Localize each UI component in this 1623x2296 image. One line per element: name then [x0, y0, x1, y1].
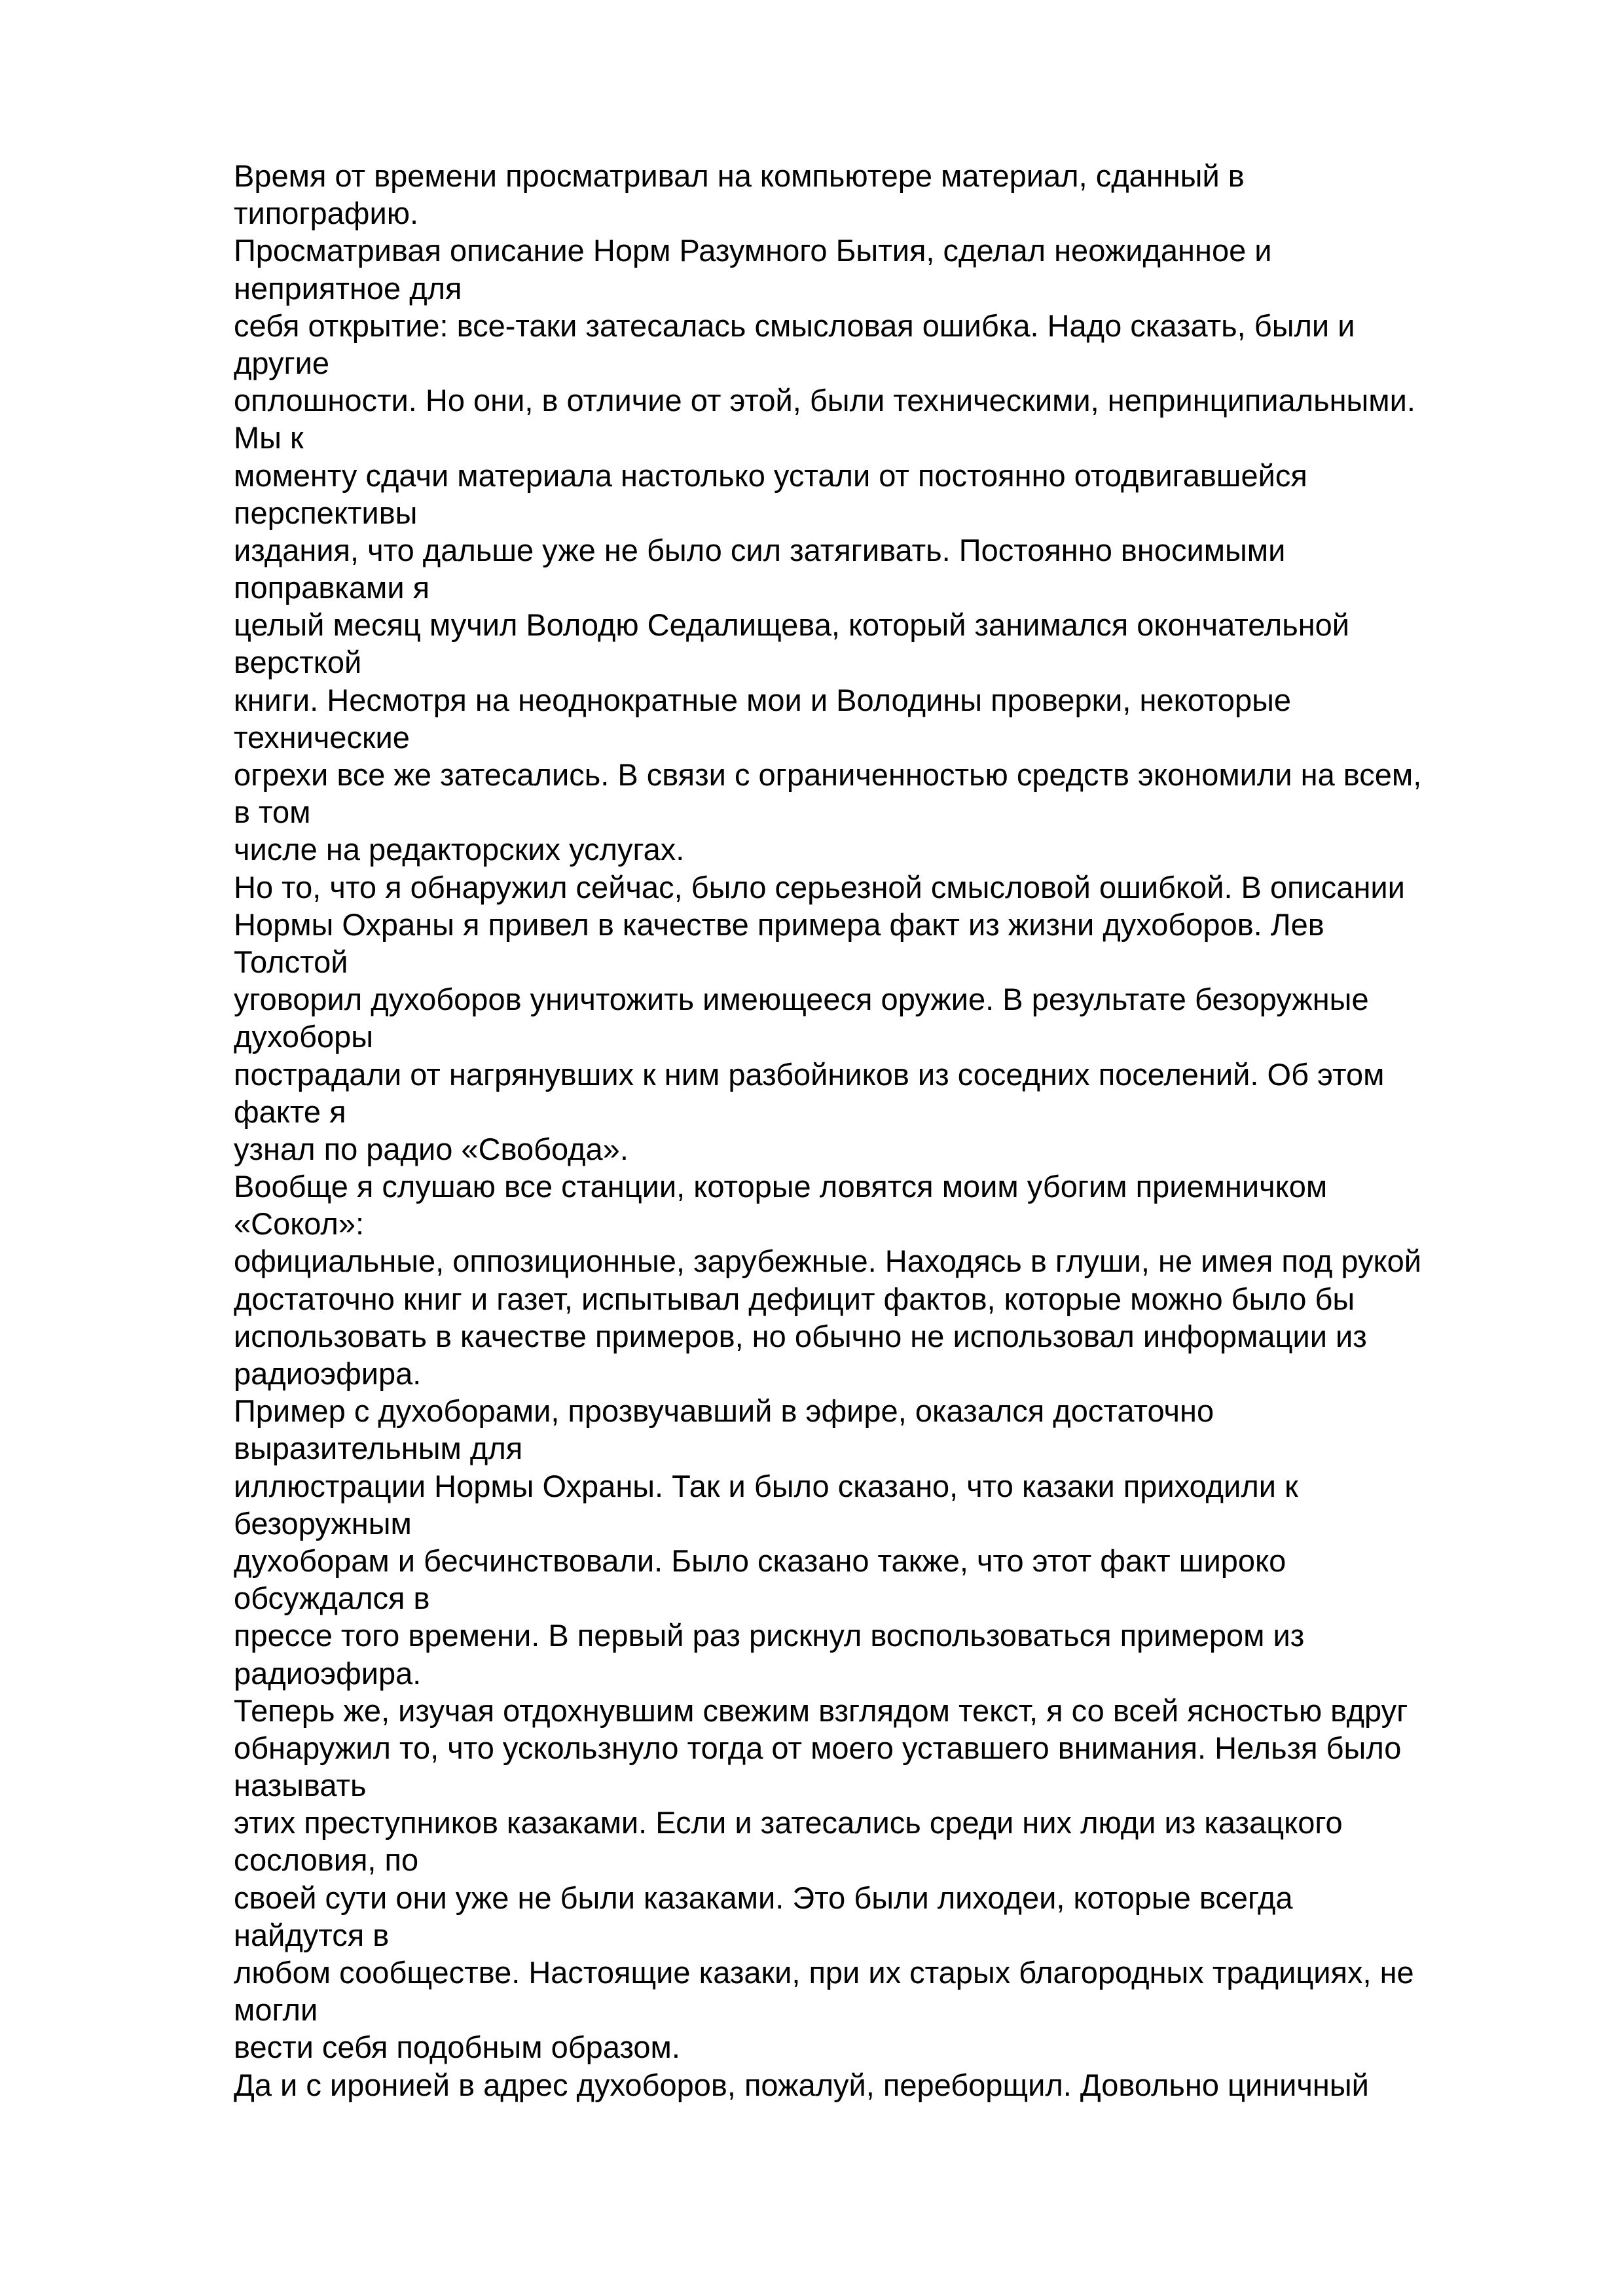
- text-line: типографию.: [234, 196, 419, 231]
- text-line: Мы к: [234, 420, 304, 456]
- text-line: другие: [234, 345, 330, 380]
- text-line: духоборам и бесчинствовали. Было сказано также, что этот факт широко: [234, 1543, 1286, 1578]
- text-line: выразительным для: [234, 1431, 523, 1466]
- text-line: версткой: [234, 645, 362, 680]
- text-line: радиоэфира.: [234, 1356, 422, 1391]
- text-line: перспективы: [234, 495, 418, 530]
- text-line: факте я: [234, 1094, 346, 1129]
- text-line: официальные, оппозиционные, зарубежные. Находясь в глуши, не имея под рукой: [234, 1244, 1421, 1279]
- text-line: обсуждался в: [234, 1581, 430, 1616]
- text-line: Но то, что я обнаружил сейчас, было серьезной смысловой ошибкой. В описании: [234, 869, 1405, 905]
- text-line: могли: [234, 1992, 318, 2028]
- text-line: достаточно книг и газет, испытывал дефицит фактов, которые можно было бы: [234, 1281, 1355, 1316]
- text-line: найдутся в: [234, 1917, 390, 1952]
- text-line: технические: [234, 719, 410, 755]
- text-line: оплошности. Но они, в отличие от этой, были техническими, непринципиальными.: [234, 383, 1415, 418]
- text-line: узнал по радио «Свобода».: [234, 1131, 629, 1166]
- text-line: называть: [234, 1768, 367, 1803]
- text-line: целый месяц мучил Володю Седалищева, который занимался окончательной: [234, 607, 1350, 643]
- text-line: Теперь же, изучая отдохнувшим свежим взглядом текст, я со всей ясностью вдруг: [234, 1693, 1408, 1728]
- text-line: Толстой: [234, 944, 348, 979]
- text-line: использовать в качестве примеров, но обычно не использовал информации из: [234, 1318, 1367, 1354]
- text-line: духоборы: [234, 1019, 374, 1054]
- text-line: огрехи все же затесались. В связи с ограниченностью средств экономили на всем,: [234, 757, 1422, 792]
- text-line: неприятное для: [234, 270, 462, 306]
- text-line: вести себя подобным образом.: [234, 2030, 680, 2065]
- text-line: «Сокол»:: [234, 1206, 365, 1242]
- text-line: поправками я: [234, 570, 430, 605]
- text-line: числе на редакторских услугах.: [234, 832, 685, 867]
- text-line: Вообще я слушаю все станции, которые ловятся моим убогим приемничком: [234, 1169, 1328, 1204]
- text-line: Просматривая описание Норм Разумного Бытия, сделал неожиданное и: [234, 233, 1272, 268]
- text-line: моменту сдачи материала настолько устали от постоянно отодвигавшейся: [234, 457, 1307, 493]
- text-line: издания, что дальше уже не было сил затягивать. Постоянно вносимыми: [234, 532, 1286, 567]
- text-line: книги. Несмотря на неоднократные мои и Володины проверки, некоторые: [234, 682, 1292, 717]
- text-line: этих преступников казаками. Если и затесались среди них люди из казацкого: [234, 1805, 1343, 1840]
- text-line: себя открытие: все-таки затесалась смысловая ошибка. Надо сказать, были и: [234, 308, 1355, 343]
- text-line: иллюстрации Нормы Охраны. Так и было сказано, что казаки приходили к: [234, 1468, 1298, 1503]
- text-line: Да и с иронией в адрес духоборов, пожалуй, переборщил. Довольно циничный: [234, 2067, 1369, 2102]
- text-line: пострадали от нагрянувших к ним разбойников из соседних поселений. Об этом: [234, 1056, 1385, 1092]
- text-line: сословия, по: [234, 1842, 419, 1878]
- text-line: безоружным: [234, 1505, 412, 1541]
- text-line: Время от времени просматривал на компьютере материал, сданный в: [234, 158, 1245, 193]
- text-line: радиоэфира.: [234, 1655, 422, 1691]
- text-line: Пример с духоборами, прозвучавший в эфире, оказался достаточно: [234, 1393, 1214, 1429]
- text-line: любом сообществе. Настоящие казаки, при их старых благородных традициях, не: [234, 1955, 1414, 1990]
- text-line: прессе того времени. В первый раз рискнул воспользоваться примером из: [234, 1618, 1305, 1653]
- text-line: в том: [234, 795, 311, 830]
- text-line: своей сути они уже не были казаками. Это были лиходеи, которые всегда: [234, 1880, 1293, 1915]
- document-body: [234, 157, 1517, 2104]
- text-line: уговорил духоборов уничтожить имеющееся оружие. В результате безоружные: [234, 982, 1369, 1017]
- text-line: Нормы Охраны я привел в качестве примера факт из жизни духоборов. Лев: [234, 906, 1324, 942]
- text-line: обнаружил то, что ускользнуло тогда от моего уставшего внимания. Нельзя было: [234, 1730, 1402, 1765]
